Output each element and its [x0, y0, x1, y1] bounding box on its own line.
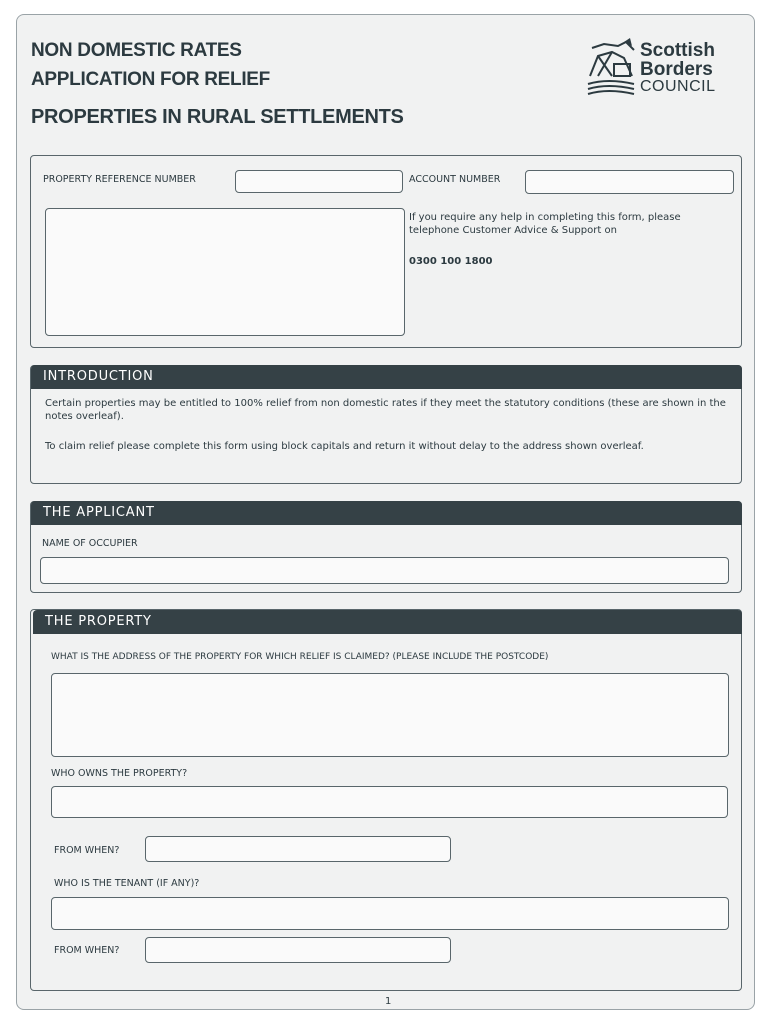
- tenant-from-when-label: FROM WHEN?: [54, 945, 120, 956]
- page-number: 1: [385, 996, 392, 1007]
- property-heading: THE PROPERTY: [33, 610, 742, 634]
- tenant-label: WHO IS THE TENANT (IF ANY)?: [54, 878, 200, 889]
- form-subtitle: PROPERTIES IN RURAL SETTLEMENTS: [31, 106, 404, 128]
- occupier-name-input[interactable]: [40, 557, 729, 584]
- logo-text-borders: Borders: [640, 59, 713, 80]
- introduction-paragraph-2: To claim relief please complete this form using block capitals and return it without delay to the address shown overleaf.: [45, 441, 644, 452]
- occupier-address-box[interactable]: [45, 208, 405, 336]
- account-number-input[interactable]: [525, 170, 734, 194]
- introduction-heading: INTRODUCTION: [31, 365, 742, 389]
- applicant-heading: THE APPLICANT: [31, 501, 742, 525]
- form-title-line2: APPLICATION FOR RELIEF: [31, 69, 270, 90]
- owner-from-when-label: FROM WHEN?: [54, 845, 120, 856]
- tenant-input[interactable]: [51, 897, 729, 930]
- property-owner-input[interactable]: [51, 786, 728, 818]
- introduction-paragraph-1: Certain properties may be entitled to 100% relief from non domestic rates if they meet the statutory conditions (these are shown in the notes overleaf).: [45, 398, 726, 422]
- tenant-from-when-input[interactable]: [145, 937, 451, 963]
- form-title-line1: NON DOMESTIC RATES: [31, 40, 242, 61]
- owner-from-when-input[interactable]: [145, 836, 451, 862]
- logo-text-scottish: Scottish: [640, 40, 715, 61]
- property-address-input[interactable]: [51, 673, 729, 757]
- property-owner-label: WHO OWNS THE PROPERTY?: [51, 768, 188, 779]
- property-address-label: WHAT IS THE ADDRESS OF THE PROPERTY FOR WHICH RELIEF IS CLAIMED? (PLEASE INCLUDE THE POSTCODE): [51, 652, 549, 662]
- property-reference-input[interactable]: [235, 170, 403, 193]
- logo-text-council: COUNCIL: [640, 78, 716, 95]
- property-reference-label: PROPERTY REFERENCE NUMBER: [43, 174, 196, 185]
- help-text: If you require any help in completing this form, please telephone Customer Advice & Support on: [409, 212, 681, 236]
- account-number-label: ACCOUNT NUMBER: [409, 174, 501, 185]
- help-phone-number: 0300 100 1800: [409, 256, 493, 267]
- occupier-name-label: NAME OF OCCUPIER: [42, 538, 138, 549]
